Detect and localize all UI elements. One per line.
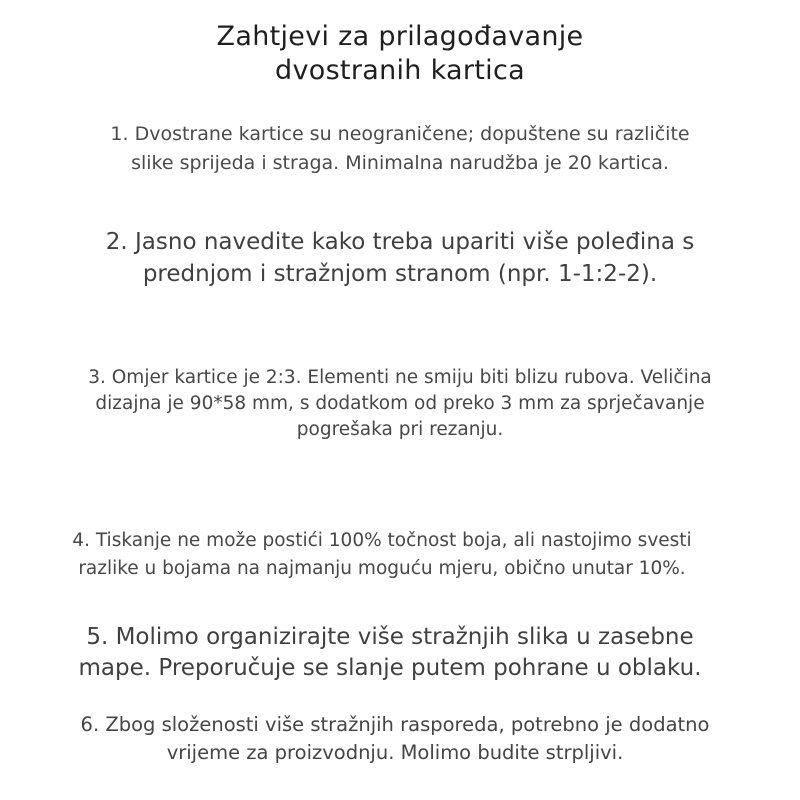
requirement-2 — [30, 226, 770, 290]
requirement-4 — [12, 527, 752, 583]
requirement-1-line-2: slike sprijeda i straga. Minimalna narudžba je 20 kartica. — [131, 152, 669, 174]
requirement-3-line-1: 3. Omjer kartice je 2:3. Elementi ne smiju biti blizu rubova. Veličina — [88, 367, 712, 388]
page-title — [0, 20, 800, 88]
requirement-6-line-2: vrijeme za proizvodnju. Molimo budite strpljivi. — [166, 741, 624, 764]
requirement-3 — [30, 365, 770, 443]
requirement-6-line-1: 6. Zbog složenosti više stražnjih rasporeda, potrebno je dodatno — [80, 713, 710, 736]
requirement-3-line-2: dizajna je 90*58 mm, s dodatkom od preko 3 mm za sprječavanje — [95, 393, 705, 414]
requirement-6 — [25, 711, 765, 767]
requirement-5-line-1: 5. Molimo organizirajte više stražnjih slika u zasebne — [86, 624, 694, 650]
requirement-5 — [20, 622, 760, 684]
requirement-2-line-2: prednjom i stražnjom stranom (npr. 1-1:2-2). — [142, 261, 658, 287]
page-title-line-2: dvostranih kartica — [275, 55, 525, 86]
requirement-5-line-2: mape. Preporučuje se slanje putem pohrane u oblaku. — [78, 655, 702, 681]
requirement-3-line-3: pogrešaka pri rezanju. — [296, 419, 504, 440]
page-title-line-1: Zahtjevi za prilagođavanje — [216, 21, 584, 52]
requirement-1 — [30, 120, 770, 178]
requirement-1-line-1: 1. Dvostrane kartice su neograničene; dopuštene su različite — [110, 123, 690, 145]
requirement-4-line-1: 4. Tiskanje ne može postići 100% točnost boja, ali nastojimo svesti — [72, 530, 692, 551]
requirement-4-line-2: razlike u bojama na najmanju moguću mjeru, obično unutar 10%. — [78, 558, 686, 579]
requirement-2-line-1: 2. Jasno navedite kako treba upariti više poleđina s — [105, 229, 695, 255]
